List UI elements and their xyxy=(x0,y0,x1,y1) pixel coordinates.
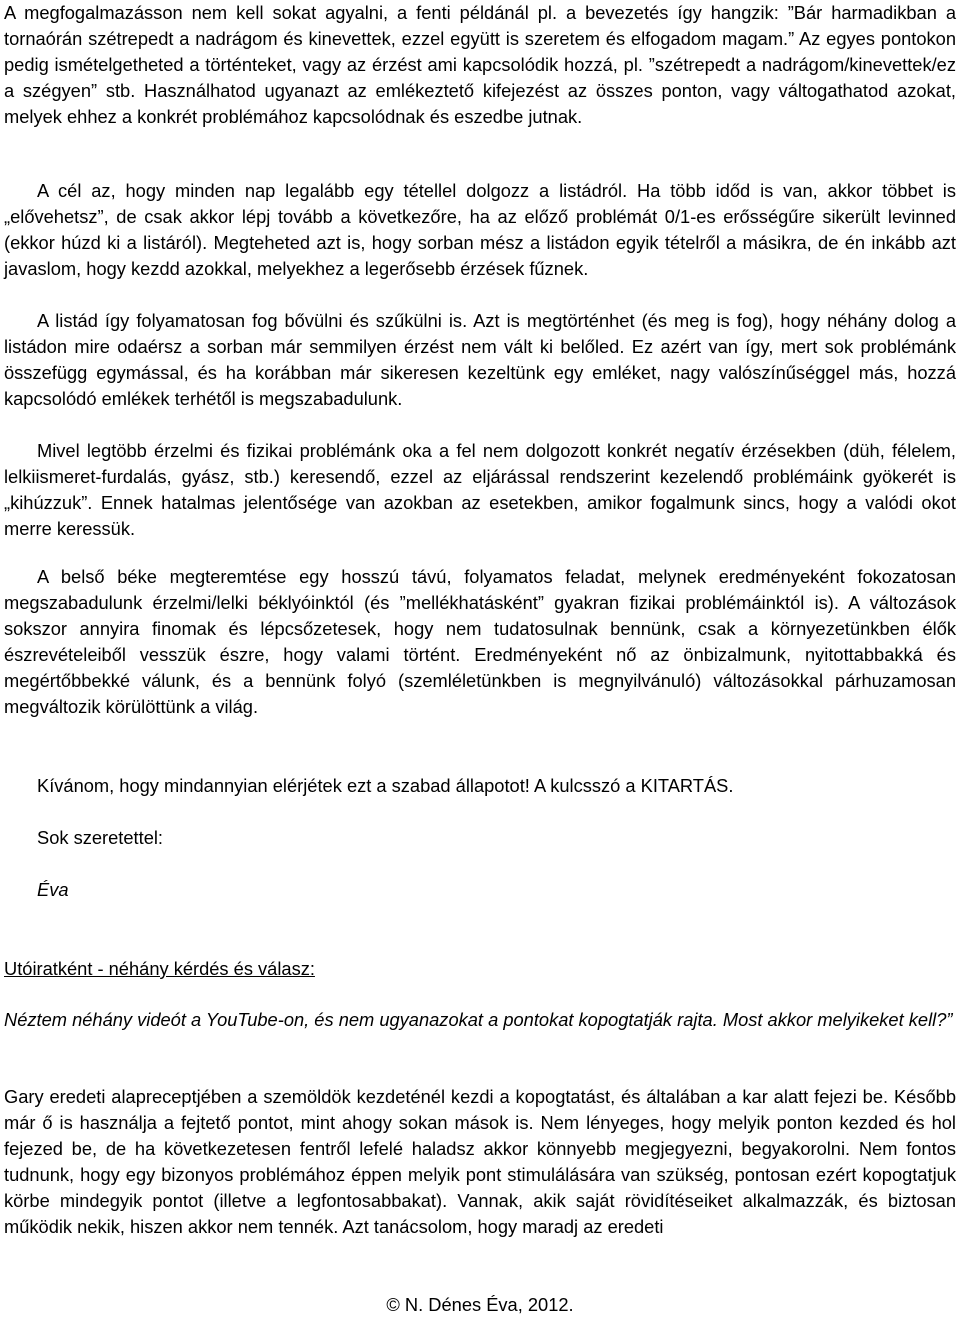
wish-line: Kívánom, hogy mindannyian elérjétek ezt a szabad állapotot! A kulcsszó a KITARTÁS. xyxy=(37,775,734,796)
copyright-footer: © N. Dénes Éva, 2012. xyxy=(386,1294,574,1315)
paragraph-root-causes: Mivel legtöbb érzelmi és fizikai problémánk oka a fel nem dolgozott konkrét negatív érzésekben (düh, félelem, lelkiismeret-furdalás, gyász, stb.) keresendő, ezzel az eljárással rendszerint kezelendő problémáink gyökerét is „kihúzzuk”. Ennek hatalmas jelentősége van azokban az esetekben, amikor fogalmunk sincs, hogy a valódi okot merre keressük. xyxy=(4,440,956,539)
signature: Éva xyxy=(37,879,69,900)
paragraph-daily-goal: A cél az, hogy minden nap legalább egy tétellel dolgozz a listádról. Ha több időd is van, akkor többet is „elővehetsz”, de csak akkor lépj tovább a következőre, ha az előző problémát 0/1-es erősségűre sikerült levinned (ekkor húzd ki a listáról). Megteheted azt is, hogy sorban mész a listádon egyik tételről a másikra, de én inkább azt javaslom, hogy kezdd azokkal, melyekhez a legerősebb érzések fűznek. xyxy=(4,180,956,279)
answer-text: Gary eredeti alapreceptjében a szemöldök kezdeténél kezdi a kopogtatást, és általában a kar alatt fejezi be. Később már ő is használja a fejtető pontot, mint ahogy sokan mások is. Nem lényeges, hogy melyik ponton kezded és hol fejezed be, de ha következetesen fentről lefelé haladsz akkor könnyebb megjegyezni, begyakorolni. Nem fontos tudnunk, hogy egy bizonyos problémához éppen melyik pont stimulálására van szükség, pontosan ezért kopogtatjuk körbe mindegyik pontot (illetve a legfontosabbakat). Vannak, akik saját rövidítéseiket alkalmazzák, és biztosan működik nekik, hiszen akkor nem tennék. Azt tanácsolom, hogy maradj az eredeti xyxy=(4,1086,956,1237)
closing-line: Sok szeretettel: xyxy=(37,827,163,848)
paragraph-list-changes: A listád így folyamatosan fog bővülni és szűkülni is. Azt is megtörténhet (és meg is fog), hogy néhány dolog a listádon mire odaérsz a sorban már semmilyen érzést nem vált ki belőled. Ez azért van így, mert sok problémánk összefügg egymással, és ha korábban már sikeresen kezeltünk egy emléket, nagy valószínűséggel más, hozzá kapcsolódó emlékek terhétől is megszabadulunk. xyxy=(4,310,956,409)
question-text: Néztem néhány videót a YouTube-on, és nem ugyanazokat a pontokat kopogtatják rajta. Most akkor melyikeket kell?” xyxy=(4,1009,953,1030)
paragraph-affirmation-wording: A megfogalmazásson nem kell sokat agyalni, a fenti példánál pl. a bevezetés így hangzik: ”Bár harmadikban a tornaórán szétrepedt a nadrágom és kinevettek, ezzel együtt is szeretem és elfogadom magam.” Az egyes pontokon pedig ismételgetheted a történteket, vagy az érzést ami kapcsolódik hozzá, pl. ”szétrepedt a nadrágom/kinevettek/ez a szégyen” stb. Használhatod ugyanazt az emlékeztető kifejezést az összes ponton, vagy váltogathatod azokat, melyek ehhez a konkrét problémához kapcsolódnak és eszedbe jutnak. xyxy=(4,2,956,127)
postscript-heading: Utóiratként - néhány kérdés és válasz: xyxy=(4,958,315,979)
paragraph-inner-peace: A belső béke megteremtése egy hosszú távú, folyamatos feladat, melynek eredményeként fokozatosan megszabadulunk érzelmi/lelki béklyóinktól (és ”mellékhatásként” gyakran fizikai problémáinktól is). A változások sokszor annyira finomak és lépcsőzetesek, hogy nem tudatosulnak bennünk, csak a környezetünkben élők észrevételeiből vesszük észre, hogy valami történt. Eredményeként nő az önbizalmunk, nyitottabbakká és megértőbbekké válunk, és a bennünk folyó (szemléletünkben is megnyilvánuló) változásokkal párhuzamosan megváltozik körülöttünk a világ. xyxy=(4,566,956,717)
